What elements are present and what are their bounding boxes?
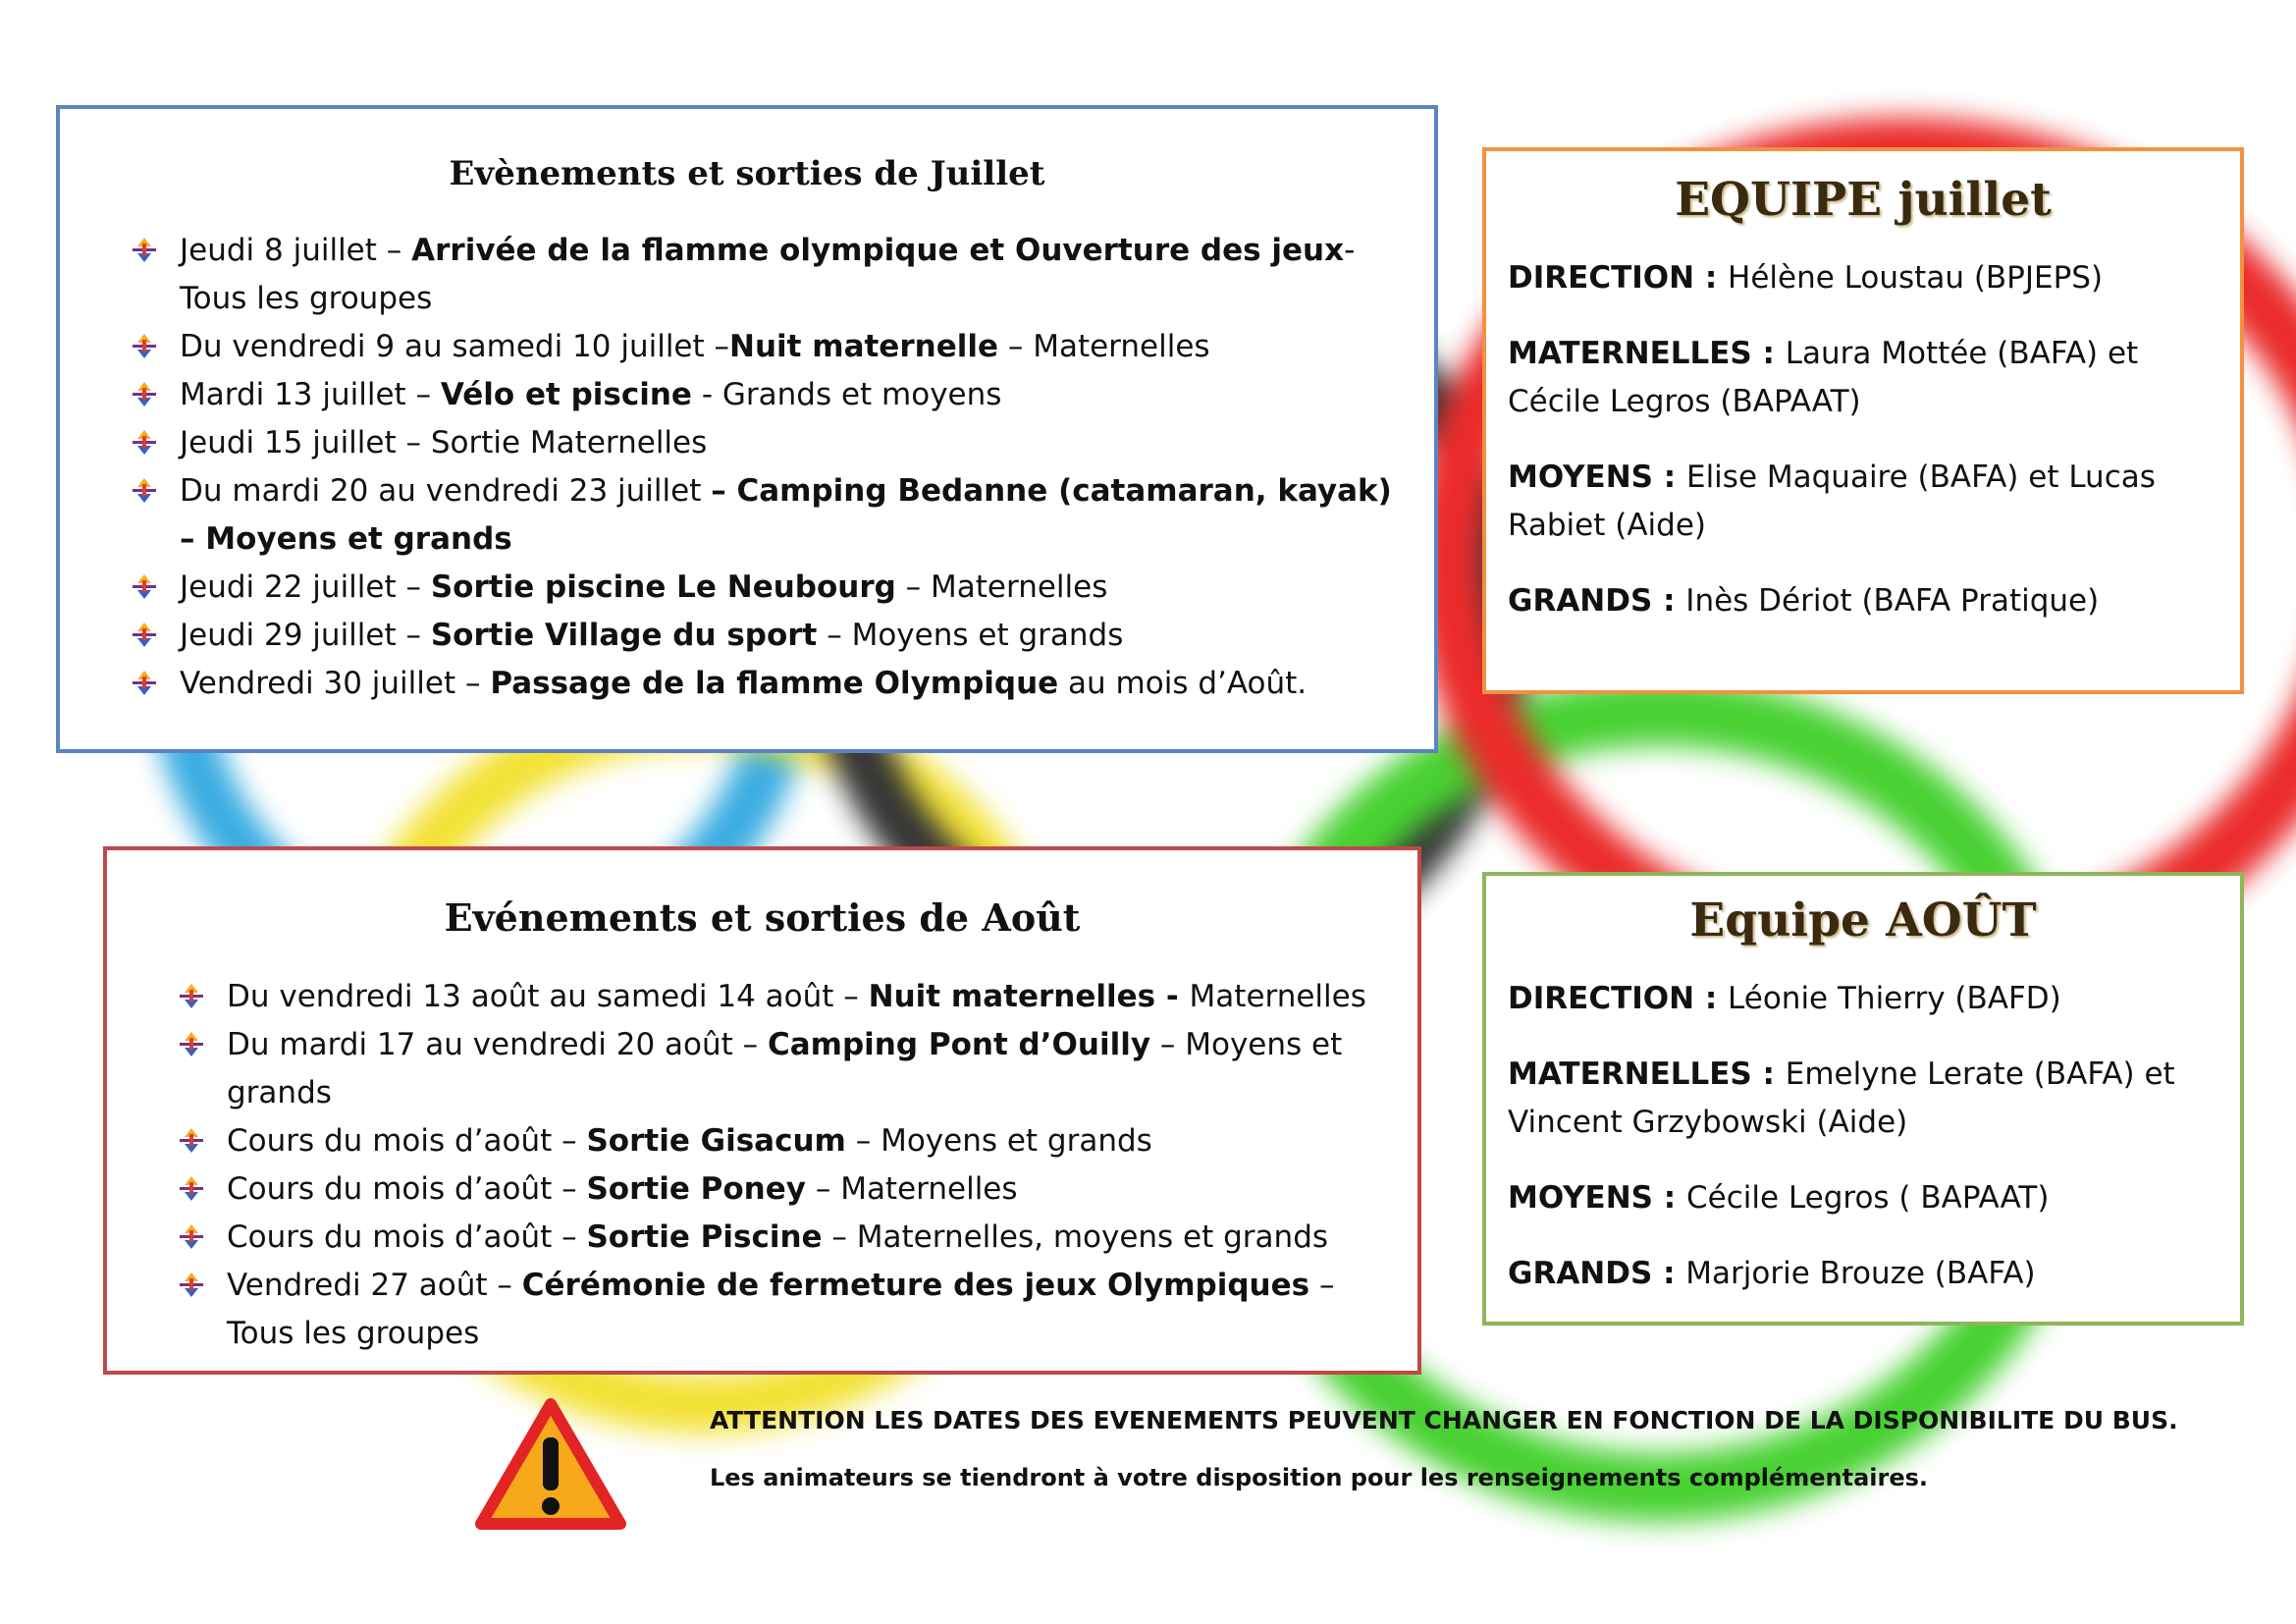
event-highlight: Sortie Village du sport [430,618,818,653]
notice [710,1406,2178,1491]
team-august-box [1482,872,2244,1326]
july-events-list [129,227,1405,708]
team-role: MOYENS [1508,1180,1653,1216]
team-members: Emelyne Lerate (BAFA) et Vincent Grzybowski (Aide) [1508,1056,2175,1140]
arrow-bullet-icon [176,1269,207,1300]
event-text: – Maternelles [998,329,1210,364]
event-item [176,1214,1388,1262]
team-july-box [1482,147,2244,694]
event-text: Du vendredi 9 au samedi 10 juillet – [180,329,730,364]
arrow-bullet-icon [176,1124,207,1156]
arrow-bullet-icon [176,1172,207,1204]
arrow-bullet-icon [176,1220,207,1252]
team-separator: : [1652,583,1686,619]
event-text: Du vendredi 13 août au samedi 14 août – [227,979,869,1014]
event-text: au mois d’Août. [1058,666,1308,701]
event-item [176,1021,1388,1117]
team-separator: : [1653,1180,1686,1216]
event-item [129,612,1405,660]
event-highlight: Arrivée de la flamme olympique et Ouverture des jeux [411,233,1345,268]
notice-line-1: ATTENTION LES DATES DES EVENEMENTS PEUVENT CHANGER EN FONCTION DE LA DISPONIBILITE DU BUS. [710,1406,2178,1435]
july-events-title: Evènements et sorties de Juillet [449,154,1045,193]
team-row [1508,1174,2222,1222]
event-highlight: Sortie piscine Le Neubourg [430,569,896,605]
arrow-bullet-icon [129,426,160,458]
arrow-bullet-icon [129,474,160,506]
event-text: Cours du mois d’août – [227,1219,587,1255]
arrow-bullet-icon [129,667,160,698]
arrow-bullet-icon [129,234,160,265]
event-item [176,1165,1388,1214]
event-highlight: Passage de la flamme Olympique [490,666,1059,701]
event-text: – Moyens et grands [845,1123,1152,1159]
event-text: Jeudi 8 juillet – [180,233,412,268]
event-highlight: Nuit maternelle [729,329,998,364]
team-row [1508,577,2222,625]
team-july-list [1508,254,2222,625]
team-row [1508,254,2222,302]
team-role: MOYENS [1508,460,1653,495]
event-item [176,1262,1388,1358]
event-text: Vendredi 30 juillet – [180,666,491,701]
arrow-bullet-icon [129,570,160,602]
team-separator: : [1751,1056,1786,1092]
arrow-bullet-icon [176,980,207,1011]
event-text: Du mardi 17 au vendredi 20 août – [227,1027,769,1062]
event-highlight: Sortie Poney [586,1171,806,1207]
team-members: Inès Dériot (BAFA Pratique) [1685,583,2100,619]
team-members: Hélène Loustau (BPJEPS) [1728,260,2104,296]
team-august-title: Equipe AOÛT [1689,893,2037,947]
team-july-title: EQUIPE juillet [1675,173,2052,227]
team-role: DIRECTION [1508,981,1695,1016]
event-item [129,467,1405,564]
team-role: GRANDS [1508,1256,1653,1291]
team-separator: : [1652,1256,1686,1291]
team-role: DIRECTION [1508,260,1695,296]
team-separator: : [1694,260,1729,296]
team-role: MATERNELLES [1508,336,1752,371]
team-separator: : [1653,460,1686,495]
event-text: Jeudi 29 juillet – [180,618,431,653]
team-members: Elise Maquaire (BAFA) et Lucas Rabiet (Aide) [1508,460,2156,543]
august-events-title: Evénements et sorties de Août [444,895,1081,940]
july-events-box [56,105,1438,753]
event-text: Cours du mois d’août – [227,1123,587,1159]
event-text: Vendredi 27 août – [227,1268,522,1303]
event-item [176,1117,1388,1165]
team-row [1508,975,2222,1023]
notice-line-2: Les animateurs se tiendront à votre disposition pour les renseignements complémentaires. [710,1464,1929,1491]
event-text: – Maternelles, moyens et grands [822,1219,1329,1255]
event-text: Maternelles [1189,979,1366,1014]
team-row [1508,1051,2222,1147]
event-highlight: Vélo et piscine [440,377,692,412]
event-highlight: Nuit maternelles - [868,979,1190,1014]
event-highlight: – Camping Bedanne (catamaran, kayak) – Moyens et grands [180,473,1392,557]
event-item [129,419,1405,467]
arrow-bullet-icon [176,1028,207,1059]
event-item [129,371,1405,419]
event-highlight: Cérémonie de fermeture des jeux Olympiques [521,1268,1310,1303]
event-item [129,323,1405,371]
event-item [129,227,1405,323]
team-separator: : [1694,981,1729,1016]
august-events-box [103,846,1421,1375]
warning-triangle-icon [473,1396,628,1534]
team-role: MATERNELLES [1508,1056,1752,1092]
arrow-bullet-icon [129,378,160,409]
event-text: - Grands et moyens [691,377,1002,412]
team-members: Laura Mottée (BAFA) et Cécile Legros (BAPAAT) [1508,336,2139,419]
event-text: Jeudi 22 juillet – [180,569,431,605]
team-august-list [1508,975,2222,1298]
arrow-bullet-icon [129,330,160,361]
event-item [176,973,1388,1021]
event-item [129,660,1405,708]
event-text: Du mardi 20 au vendredi 23 juillet [180,473,712,509]
event-text: – Moyens et grands [227,1027,1343,1110]
team-members: Marjorie Brouze (BAFA) [1685,1256,2036,1291]
team-separator: : [1751,336,1786,371]
team-members: Cécile Legros ( BAPAAT) [1685,1180,2050,1216]
event-text: – Maternelles [895,569,1108,605]
arrow-bullet-icon [129,619,160,650]
august-events-list [176,973,1388,1358]
event-text: Mardi 13 juillet – [180,377,441,412]
event-highlight: Sortie Gisacum [586,1123,846,1159]
team-row [1508,1250,2222,1298]
team-members: Léonie Thierry (BAFD) [1728,981,2061,1016]
event-highlight: Camping Pont d’Ouilly [768,1027,1151,1062]
event-text: – Maternelles [805,1171,1018,1207]
team-row [1508,330,2222,426]
event-highlight: Sortie Piscine [586,1219,823,1255]
event-text: - Tous les groupes [180,233,1356,316]
team-row [1508,454,2222,550]
team-role: GRANDS [1508,583,1653,619]
event-text: – Tous les groupes [227,1268,1335,1351]
event-text: Jeudi 15 juillet – Sortie Maternelles [180,425,708,460]
event-item [129,564,1405,612]
event-text: – Moyens et grands [817,618,1124,653]
event-text: Cours du mois d’août – [227,1171,587,1207]
